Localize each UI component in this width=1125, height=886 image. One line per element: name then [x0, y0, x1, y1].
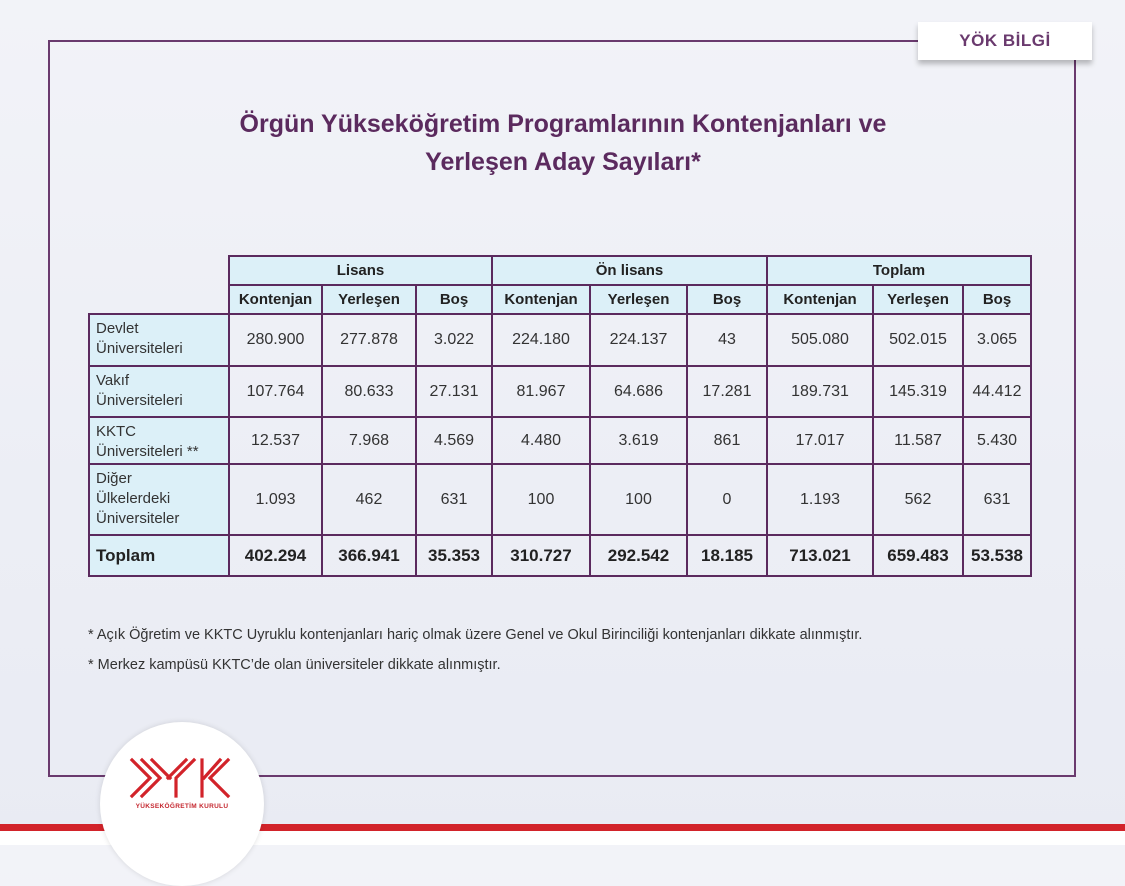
table-cell: 5.430 [963, 417, 1031, 464]
group-header-onlisans: Ön lisans [492, 256, 767, 285]
table-cell: 80.633 [322, 366, 416, 417]
table-cell: 12.537 [229, 417, 322, 464]
table-cell: 631 [963, 464, 1031, 535]
table-cell: 3.022 [416, 314, 492, 366]
table-row [89, 417, 1031, 464]
table-cell: 1.193 [767, 464, 873, 535]
group-header-lisans: Lisans [229, 256, 492, 285]
table-cell: 631 [416, 464, 492, 535]
title-line-1: Örgün Yükseköğretim Programlarının Kontenjanları ve [239, 110, 887, 138]
table-cell: 277.878 [322, 314, 416, 366]
table-cell: 100 [590, 464, 687, 535]
yok-emblem-icon [128, 756, 236, 800]
total-label: Toplam [89, 535, 229, 576]
table-cell: 280.900 [229, 314, 322, 366]
table-cell: 1.093 [229, 464, 322, 535]
table-cell: 107.764 [229, 366, 322, 417]
table-cell: 502.015 [873, 314, 963, 366]
total-cell: 292.542 [590, 535, 687, 576]
table-cell: 4.569 [416, 417, 492, 464]
page-title [140, 105, 986, 181]
logo-caption: YÜKSEKÖĞRETİM KURULU [135, 803, 229, 810]
col-header: Yerleşen [590, 285, 687, 314]
total-cell: 35.353 [416, 535, 492, 576]
total-cell: 659.483 [873, 535, 963, 576]
row-label: Vakıf Üniversiteleri [89, 366, 229, 417]
footnote: * Merkez kampüsü KKTC’de olan üniversiteler dikkate alınmıştır. [88, 657, 501, 673]
row-label: KKTC Üniversiteleri ** [89, 417, 229, 464]
total-cell: 366.941 [322, 535, 416, 576]
total-cell: 713.021 [767, 535, 873, 576]
col-header: Kontenjan [492, 285, 590, 314]
table-cell: 44.412 [963, 366, 1031, 417]
total-cell: 18.185 [687, 535, 767, 576]
table-cell: 7.968 [322, 417, 416, 464]
col-header: Yerleşen [873, 285, 963, 314]
row-label: Devlet Üniversiteleri [89, 314, 229, 366]
table-cell: 462 [322, 464, 416, 535]
table-cell: 224.180 [492, 314, 590, 366]
table-cell: 189.731 [767, 366, 873, 417]
table-cell: 11.587 [873, 417, 963, 464]
table-cell: 43 [687, 314, 767, 366]
title-line-2: Yerleşen Aday Sayıları* [425, 148, 701, 176]
quota-table [88, 255, 1032, 577]
table-corner [89, 256, 229, 285]
yok-bilgi-badge: YÖK BİLGİ [918, 22, 1092, 60]
col-header: Boş [963, 285, 1031, 314]
row-label: Diğer Ülkelerdeki Üniversiteler [89, 464, 229, 535]
table-cell: 505.080 [767, 314, 873, 366]
table-cell: 0 [687, 464, 767, 535]
col-header: Boş [687, 285, 767, 314]
table-cell: 3.065 [963, 314, 1031, 366]
table-cell: 17.017 [767, 417, 873, 464]
table-row [89, 314, 1031, 366]
total-row [89, 535, 1031, 576]
total-cell: 53.538 [963, 535, 1031, 576]
total-cell: 402.294 [229, 535, 322, 576]
table-cell: 100 [492, 464, 590, 535]
table-cell: 562 [873, 464, 963, 535]
table-row [89, 464, 1031, 535]
table-cell: 64.686 [590, 366, 687, 417]
table-cell: 27.131 [416, 366, 492, 417]
table-cell: 861 [687, 417, 767, 464]
col-header: Boş [416, 285, 492, 314]
table-corner [89, 285, 229, 314]
total-cell: 310.727 [492, 535, 590, 576]
group-header-toplam: Toplam [767, 256, 1031, 285]
table-cell: 145.319 [873, 366, 963, 417]
table-row [89, 366, 1031, 417]
col-header: Yerleşen [322, 285, 416, 314]
table-cell: 3.619 [590, 417, 687, 464]
table-cell: 81.967 [492, 366, 590, 417]
table-cell: 4.480 [492, 417, 590, 464]
col-header: Kontenjan [767, 285, 873, 314]
footnote: * Açık Öğretim ve KKTC Uyruklu kontenjanları hariç olmak üzere Genel ve Okul Birinciliği kontenjanları dikkate alınmıştır. [88, 627, 863, 643]
footnotes [88, 620, 862, 680]
table-cell: 17.281 [687, 366, 767, 417]
table-cell: 224.137 [590, 314, 687, 366]
col-header: Kontenjan [229, 285, 322, 314]
